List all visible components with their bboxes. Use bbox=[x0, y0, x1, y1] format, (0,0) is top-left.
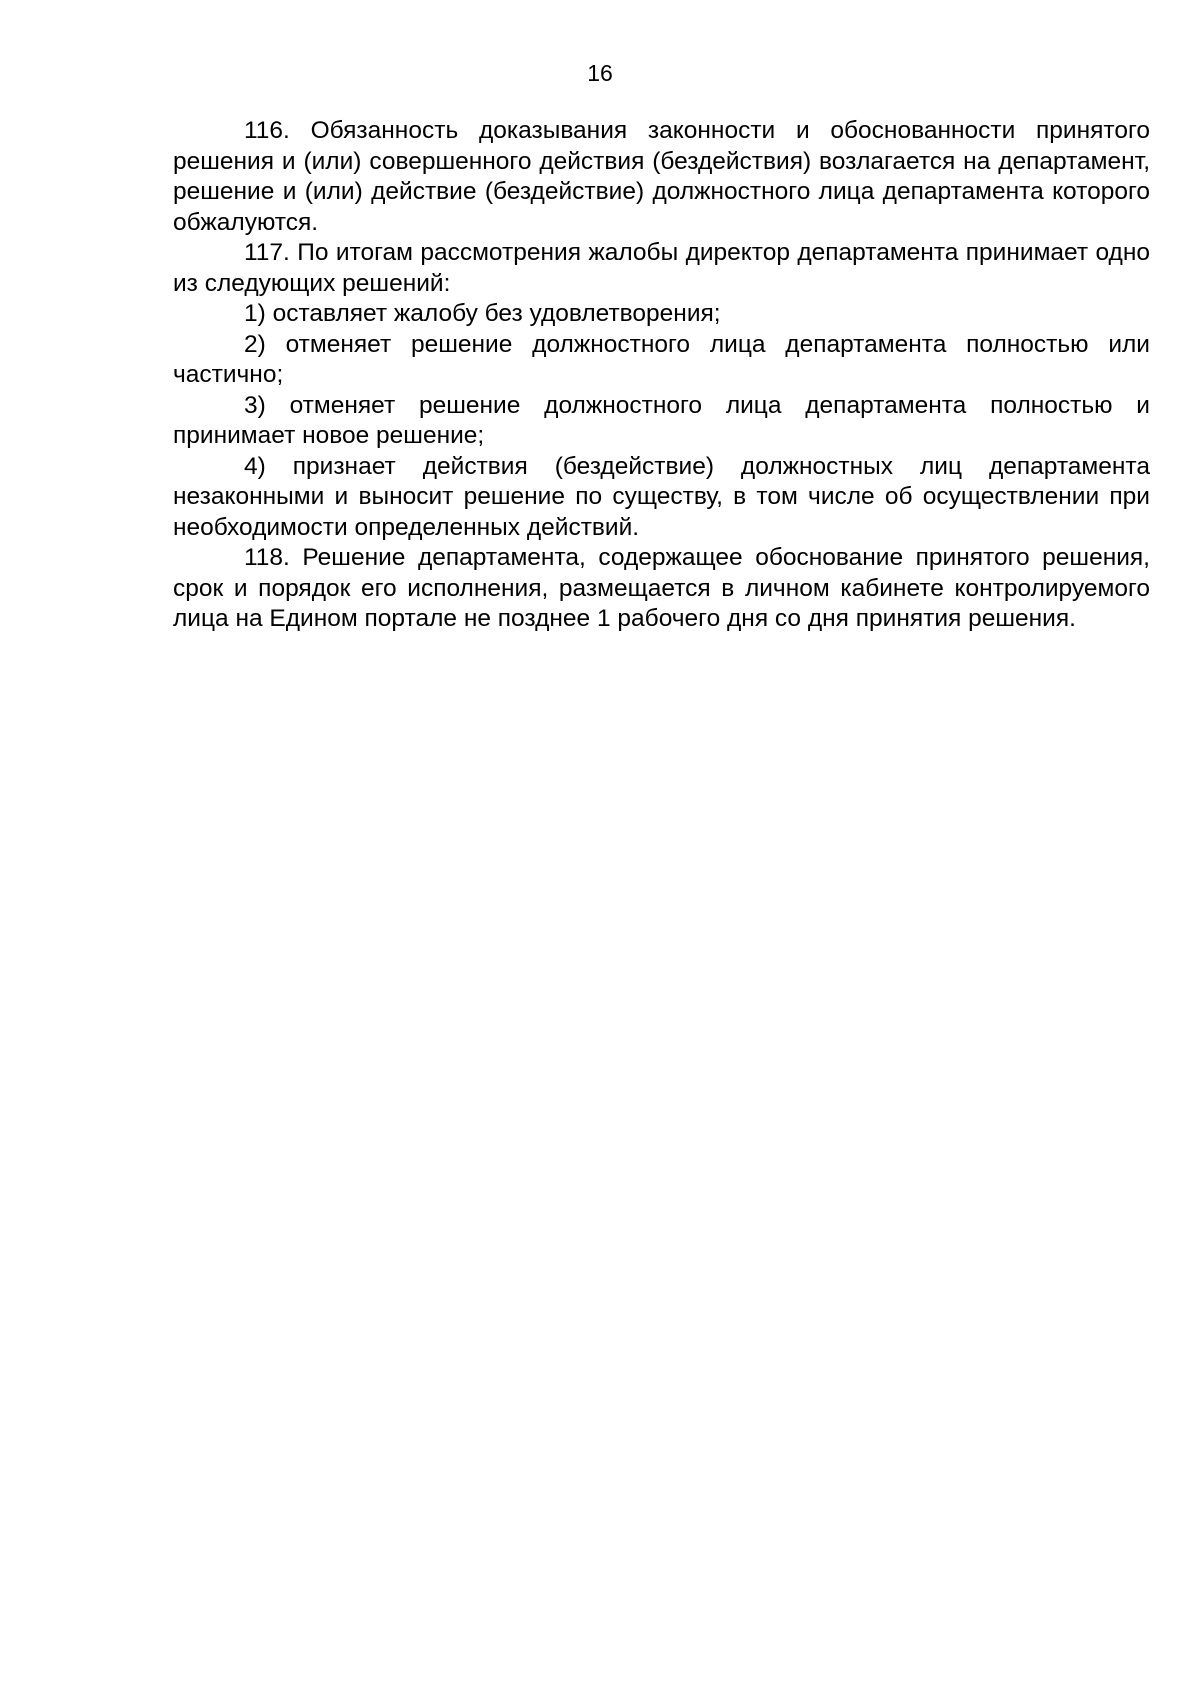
paragraph-117: 117. По итогам рассмотрения жалобы директор департамента принимает одно из следующих решений: bbox=[173, 239, 1150, 297]
paragraph-118: 118. Решение департамента, содержащее обоснование принятого решения, срок и порядок его исполнения, размещается в личном кабинете контролируемого лица на Едином портале не позднее 1 рабочего дня со дня принятия решения. bbox=[173, 544, 1150, 632]
list-item-4: 4) признает действия (бездействие) должностных лиц департамента незаконными и выносит решение по существу, в том числе об осуществлении при необходимости определенных действий. bbox=[173, 452, 1150, 541]
page-number: 16 bbox=[587, 60, 613, 86]
list-item-3: 3) отменяет решение должностного лица департамента полностью и принимает новое решение; bbox=[173, 391, 1150, 449]
paragraph-116: 116. Обязанность доказывания законности и обоснованности принятого решения и (или) совершенного действия (бездействия) возлагается на департамент, решение и (или) действие (бездействие) должностного лица департамента которого обжалуются. bbox=[173, 117, 1150, 236]
list-item-2: 2) отменяет решение должностного лица департамента полностью или частично; bbox=[173, 330, 1150, 388]
list-item-1: 1) оставляет жалобу без удовлетворения; bbox=[244, 300, 721, 327]
document-body bbox=[173, 116, 1150, 635]
